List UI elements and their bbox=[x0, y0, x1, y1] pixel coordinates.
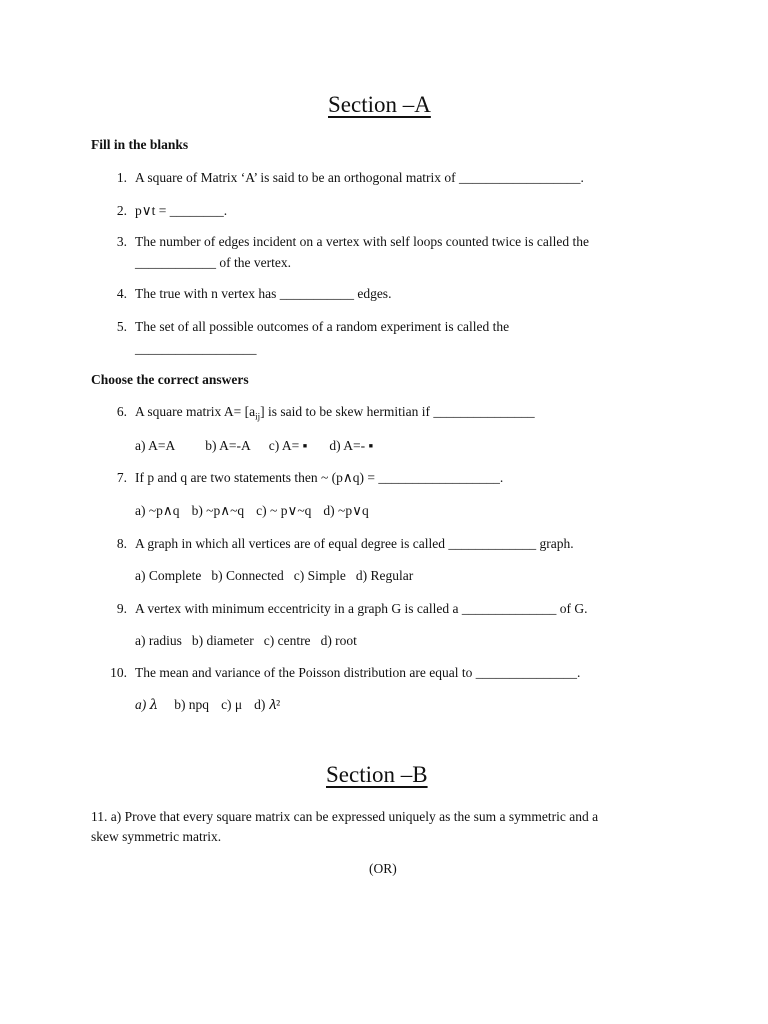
question-number: 10. bbox=[110, 665, 127, 680]
question-number: 4. bbox=[116, 286, 127, 301]
question-11-continuation: skew symmetric matrix. bbox=[91, 829, 222, 844]
option-a: a) radius bbox=[135, 633, 182, 648]
option-c: c) centre bbox=[263, 633, 311, 648]
choose-answers-heading: Choose the correct answers bbox=[91, 372, 249, 387]
question-text: The number of edges incident on a vertex with self loops counted twice is called the bbox=[135, 234, 589, 249]
option-b: b) ~p∧~q bbox=[191, 503, 245, 518]
question-number: 5. bbox=[116, 319, 127, 334]
option-b: b) diameter bbox=[191, 633, 254, 648]
option-b: b) npq bbox=[174, 697, 210, 712]
question-1 bbox=[105, 170, 584, 186]
option-d: d) Regular bbox=[355, 568, 414, 583]
question-3 bbox=[105, 234, 589, 250]
question-7-options bbox=[135, 503, 385, 519]
question-2 bbox=[105, 203, 227, 219]
or-separator: (OR) bbox=[369, 861, 397, 876]
option-a: a) Complete bbox=[135, 568, 202, 583]
question-number: 9. bbox=[116, 601, 127, 616]
option-c: c) Simple bbox=[293, 568, 346, 583]
question-10-options bbox=[135, 697, 296, 713]
subscript: ij bbox=[255, 411, 261, 422]
question-8 bbox=[105, 536, 574, 552]
option-c: c) μ bbox=[221, 697, 243, 712]
question-text-cont: ] is said to be skew hermitian if _______________ bbox=[260, 404, 535, 419]
option-d: d) ~p∨q bbox=[323, 503, 369, 518]
question-10 bbox=[105, 665, 580, 681]
option-c: c) ~ p∨~q bbox=[256, 503, 312, 518]
question-text: A graph in which all vertices are of equal degree is called _____________ graph. bbox=[135, 536, 574, 551]
question-text: A square of Matrix ‘A’ is said to be an orthogonal matrix of __________________. bbox=[135, 170, 584, 185]
question-6 bbox=[105, 404, 535, 422]
option-d: d) 𝜆² bbox=[254, 697, 281, 712]
question-text: A vertex with minimum eccentricity in a graph G is called a ______________ of G. bbox=[135, 601, 588, 616]
option-b: b) Connected bbox=[211, 568, 284, 583]
question-4 bbox=[105, 286, 391, 302]
option-a: a) ~p∧q bbox=[135, 503, 180, 518]
fill-in-blanks-heading: Fill in the blanks bbox=[91, 137, 189, 152]
option-b: b) A=-A bbox=[205, 438, 251, 453]
question-text: The mean and variance of the Poisson distribution are equal to _______________. bbox=[135, 665, 581, 680]
question-8-options bbox=[135, 568, 429, 584]
question-11: 11. a) Prove that every square matrix can be expressed uniquely as the sum a symmetric and a bbox=[91, 809, 599, 824]
section-a-title: Section –A bbox=[328, 92, 431, 117]
question-number: 7. bbox=[116, 470, 127, 485]
question-number: 8. bbox=[116, 536, 127, 551]
question-9 bbox=[105, 601, 588, 617]
question-number: 3. bbox=[116, 234, 127, 249]
option-a: a) 𝜆 bbox=[135, 697, 159, 712]
option-d: d) A=- ▪ bbox=[329, 438, 374, 453]
question-text: If p and q are two statements then ~ (p∧q) = __________________. bbox=[135, 470, 504, 485]
question-9-options bbox=[135, 633, 373, 649]
option-a: a) A=A bbox=[135, 438, 176, 453]
question-6-options bbox=[135, 438, 389, 454]
question-text: The set of all possible outcomes of a random experiment is called the bbox=[135, 319, 510, 334]
question-number: 1. bbox=[116, 170, 127, 185]
question-number: 6. bbox=[116, 404, 127, 419]
section-b-title: Section –B bbox=[326, 762, 428, 787]
question-5 bbox=[105, 319, 509, 335]
question-text: A square matrix A= [a bbox=[135, 404, 256, 419]
question-3-continuation: ____________ of the vertex. bbox=[135, 255, 291, 270]
question-7 bbox=[105, 470, 503, 486]
question-text: The true with n vertex has ___________ edges. bbox=[135, 286, 392, 301]
question-number: 2. bbox=[116, 203, 127, 218]
option-c: c) A= ▪ bbox=[268, 438, 308, 453]
option-d: d) root bbox=[320, 633, 357, 648]
question-5-continuation: __________________ bbox=[135, 341, 257, 356]
question-text: p∨t = ________. bbox=[135, 203, 228, 218]
